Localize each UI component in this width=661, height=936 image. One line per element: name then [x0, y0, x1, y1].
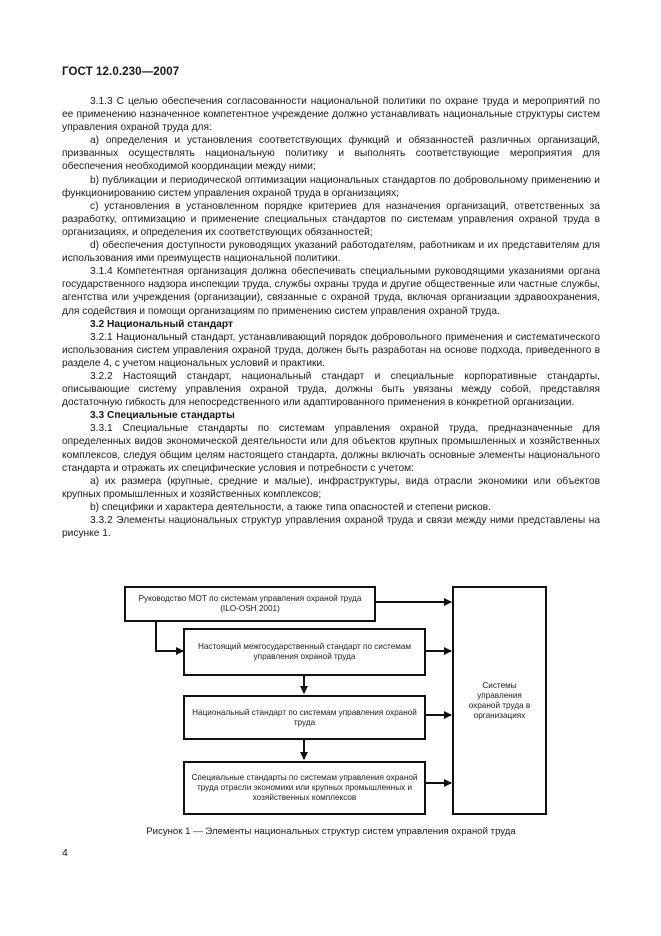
paragraph: 3.1.4 Компетентная организация должна обеспечивать специальными руководящими указаниями органа государственного надзора инспекции труда, службы охраны труда и другие общественные или частные службы, агентства или учреждения (организации), связанные с охраной труда, включая организации здравоохранения, для содействия и помощи организациям по применению систем управления охраной труда.	[62, 266, 600, 317]
paragraph: 3.1.3 С целью обеспечения согласованности национальной политики по охране труда и мероприятий по ее применению назначенное компетентное учреждение должно устанавливать национальные структуры систем управления охраной труда для:	[62, 96, 600, 134]
paragraph: а) определения и установления соответствующих функций и обязанностей различных организаций, призванных осуществлять национальную политику и выполнять соответствующие мероприятия для обеспечения необходимой координации между ними;	[62, 135, 600, 173]
figure-caption: Рисунок 1 — Элементы национальных структур систем управления охраной труда	[146, 826, 516, 837]
paragraph: b) публикации и периодической оптимизации национальных стандартов по добровольному применению и функционированию систем управления охраной труда в организациях;	[62, 174, 600, 199]
arrow-ilo-to-interstate	[156, 622, 183, 651]
section-heading: 3.2 Национальный стандарт	[90, 318, 233, 330]
paragraph: 3.3.1 Специальные стандарты по системам управления охраной труда, предназначенные для определенных видов экономической деятельности или для объектов крупных промышленных и хозяйственных комплексов, следуя общим целям настоящего стандарта, должны включать основные элементы национального стандарта и отражать их специфические условия и потребности с учетом:	[62, 423, 600, 474]
section-heading: 3.3 Специальные стандарты	[90, 410, 235, 422]
body-text	[62, 95, 600, 540]
paragraph: 3.2.2 Настоящий стандарт, национальный стандарт и специальные корпоративные стандарты, описывающие систему управления охраной труда, должны быть увязаны между собой, представляя достаточную гибкость для непосредственного или адаптированного применения в конкретной организации.	[62, 370, 600, 409]
paragraph: d) обеспечения доступности руководящих указаний работодателям, работникам и их представителям для использования ими преимуществ национальной политики.	[62, 240, 600, 265]
box-special-standards: Специальные стандарты по системам управления охраной труда отрасли экономики или крупных промышленных и хозяйственных комплексов	[183, 761, 426, 815]
box-national-standard: Национальный стандарт по системам управления охраной труда	[183, 695, 426, 740]
paragraph: 3.2.1 Национальный стандарт, устанавливающий порядок добровольного применения и систематического использования систем управления охраной труда, должен быть разработан на основе подхода, приведенного в разделе 4, с учетом национальных условий и практики.	[62, 331, 600, 369]
paragraph: а) их размера (крупные, средние и малые), инфраструктуры, вида отрасли экономики или объектов крупных промышленных и хозяйственных комплексов;	[62, 475, 600, 500]
paragraph: 3.3.2 Элементы национальных структур управления охраной труда и связи между ними представлены на рисунке 1.	[62, 515, 600, 540]
box-ilo-guidelines: Руководство МОТ по системам управления охраной труда (ILO-OSH 2001)	[124, 586, 376, 622]
paragraph: с) установления в установленном порядке критериев для назначения организаций, ответственных за разработку, оптимизацию и применение специальных стандартов по системам управления охраной труда в организациях, и определения их соответствующих обязанностей;	[62, 200, 600, 238]
box-organization-systems: Системы управления охраной труда в организациях	[452, 586, 547, 815]
document-header: ГОСТ 12.0.230—2007	[62, 66, 180, 78]
paragraph: b) специфики и характера деятельности, а также типа опасностей и степени рисков.	[90, 501, 491, 513]
box-interstate-standard: Настоящий межгосударственный стандарт по системам управления охраной труда	[183, 628, 426, 676]
page-number: 4	[62, 847, 68, 859]
structure-diagram	[62, 580, 602, 830]
